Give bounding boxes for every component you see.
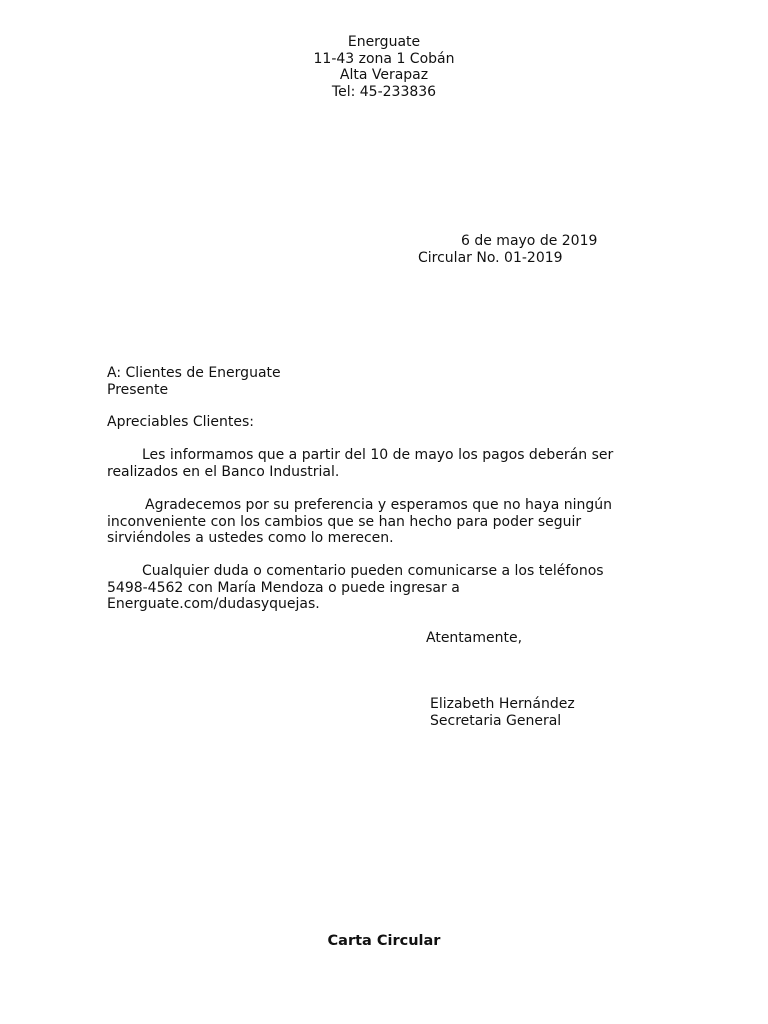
signature-block [430, 696, 575, 729]
salutation [107, 414, 254, 431]
recipient-presente: Presente [107, 381, 169, 398]
letter-date: 6 de mayo de 2019 [461, 233, 598, 249]
body-paragraph-1: Les informamos que a partir del 10 de mayo los pagos deberán ser realizados en el Banco Industrial. [107, 447, 614, 480]
company-name: Energuate [347, 34, 421, 50]
signer-title: Secretaria General [430, 712, 562, 729]
circular-number: Circular No. 01-2019 [418, 249, 563, 266]
company-phone: Tel: 45-233836 [331, 83, 437, 100]
date-and-circular-number [400, 233, 660, 266]
body-paragraph-2: Agradecemos por su preferencia y esperamos que no haya ningún inconveniente con los cambios que se han hecho para poder seguir sirviéndoles a ustedes como lo merecen. [107, 497, 613, 546]
company-region: Alta Verapaz [339, 67, 429, 83]
company-address: 11-43 zona 1 Cobán [313, 50, 455, 67]
closing [426, 630, 522, 647]
salutation-text: Apreciables Clientes: [107, 414, 254, 430]
closing-text: Atentamente, [426, 630, 523, 646]
recipient-block [107, 365, 281, 398]
recipient-to: A: Clientes de Energuate [107, 365, 281, 381]
signer-name: Elizabeth Hernández [430, 696, 575, 712]
document-title: Carta Circular [327, 933, 441, 949]
letterhead [234, 34, 534, 100]
body-paragraph-3: Cualquier duda o comentario pueden comunicarse a los teléfonos 5498-4562 con María Mendoza o puede ingresar a Energuate.com/dudasyquejas. [107, 563, 604, 612]
